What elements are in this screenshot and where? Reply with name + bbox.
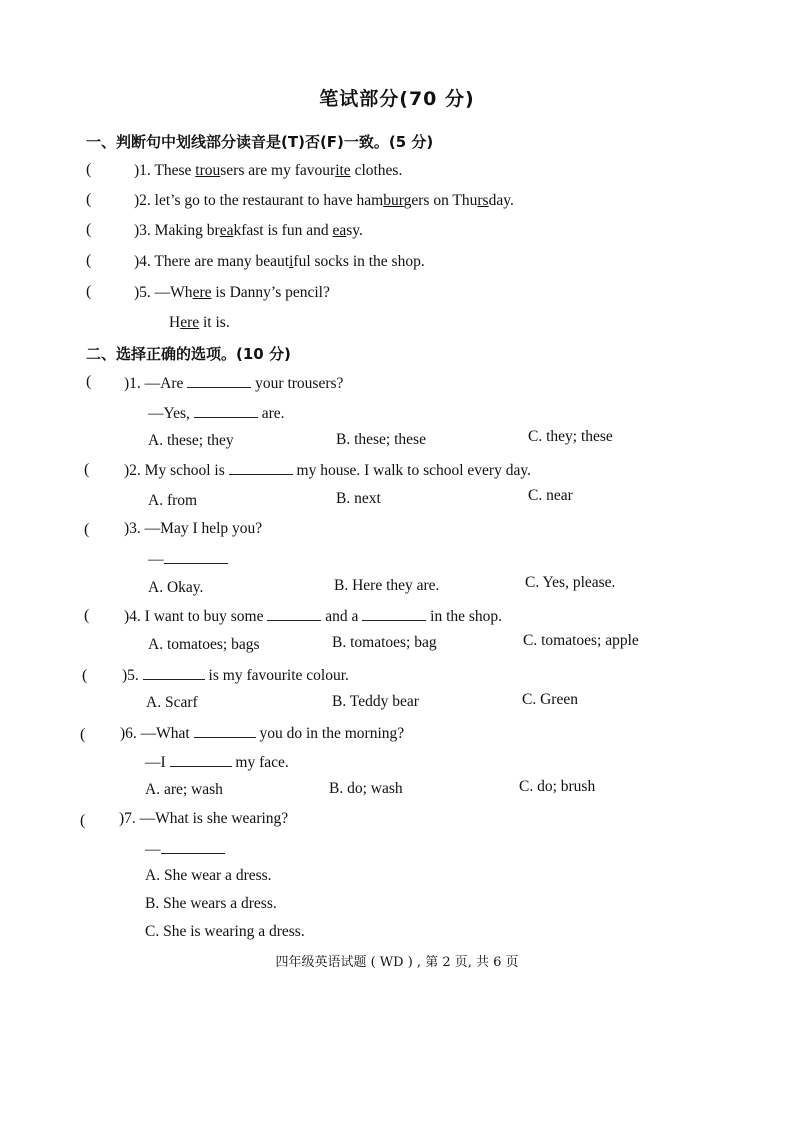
answer-blank[interactable] [229,460,293,475]
s2-q7-line1: )7. —What is she wearing? [119,810,289,827]
s2-q4-option-c: C. tomatoes; apple [523,632,639,649]
s2-q5-option-a: A. Scarf [146,694,198,711]
answer-blank[interactable] [143,665,205,680]
s2-q7-line2: — [145,839,225,859]
s2-q2-option-a: A. from [148,492,198,509]
s2-q7-option-b: B. She wears a dress. [145,895,277,912]
section1-heading: 一、判断句中划线部分读音是(T)否(F)一致。(5 分) [86,133,434,151]
answer-blank[interactable] [187,373,251,388]
s2-q6-line1: )6. —What you do in the morning? [120,725,405,742]
s2-q7-option-c: C. She is wearing a dress. [145,923,305,940]
s2-q5-option-c: C. Green [522,691,578,708]
answer-paren: ( [86,221,92,238]
s1-item-1: )1. These trousers are my favourite clothes. [134,162,403,179]
s2-q6-option-b: B. do; wash [329,780,403,797]
s1-item-5-answer: Here it is. [169,314,230,331]
s2-q6-line2: —I my face. [145,754,289,771]
s2-q2-line1: )2. My school is my house. I walk to school every day. [124,462,531,479]
s1-item-3: )3. Making breakfast is fun and easy. [134,222,363,239]
page-footer: 四年级英语试题 ( WD ) , 第 2 页, 共 6 页 [275,955,519,970]
s2-q2-option-c: C. near [528,487,573,504]
s1-item-5: )5. —Where is Danny’s pencil? [134,284,330,301]
answer-paren: ( [80,726,86,743]
s2-q3-option-b: B. Here they are. [334,577,440,594]
s2-q5-option-b: B. Teddy bear [332,693,419,710]
s1-item-4: )4. There are many beautiful socks in the shop. [134,253,425,270]
s2-q7-option-a: A. She wear a dress. [145,867,272,884]
answer-paren: ( [86,161,92,178]
answer-paren: ( [86,283,92,300]
answer-blank[interactable] [194,403,258,418]
answer-paren: ( [86,373,92,390]
answer-paren: ( [86,252,92,269]
answer-blank[interactable] [362,606,426,621]
s2-q3-line1: )3. —May I help you? [124,520,263,537]
page-title: 笔试部分(70 分) [319,88,475,110]
answer-blank[interactable] [161,839,225,854]
answer-blank[interactable] [267,606,321,621]
answer-blank[interactable] [170,752,232,767]
answer-paren: ( [82,667,88,684]
answer-blank[interactable] [194,723,256,738]
answer-blank[interactable] [164,549,228,564]
s2-q3-line2: — [148,549,228,569]
s1-item-2: )2. let’s go to the restaurant to have hamburgers on Thursday. [134,192,514,209]
s2-q4-option-b: B. tomatoes; bag [332,634,437,651]
s2-q4-option-a: A. tomatoes; bags [148,636,260,653]
answer-paren: ( [84,521,90,538]
s2-q5-line1: )5. is my favourite colour. [122,667,349,684]
answer-paren: ( [84,461,90,478]
s2-q1-option-a: A. these; they [148,432,234,449]
s2-q4-line1: )4. I want to buy some and a in the shop. [124,608,503,625]
s2-q1-option-c: C. they; these [528,428,613,445]
s2-q3-option-a: A. Okay. [148,579,204,596]
s2-q6-option-c: C. do; brush [519,778,596,795]
answer-paren: ( [84,607,90,624]
s2-q1-line2: —Yes, are. [148,405,285,422]
s2-q1-option-b: B. these; these [336,431,426,448]
s2-q6-option-a: A. are; wash [145,781,223,798]
answer-paren: ( [86,191,92,208]
s2-q2-option-b: B. next [336,490,381,507]
s2-q3-option-c: C. Yes, please. [525,574,616,591]
answer-paren: ( [80,812,86,829]
s2-q1-line1: )1. —Are your trousers? [124,375,344,392]
section2-heading: 二、选择正确的选项。(10 分) [86,345,291,363]
